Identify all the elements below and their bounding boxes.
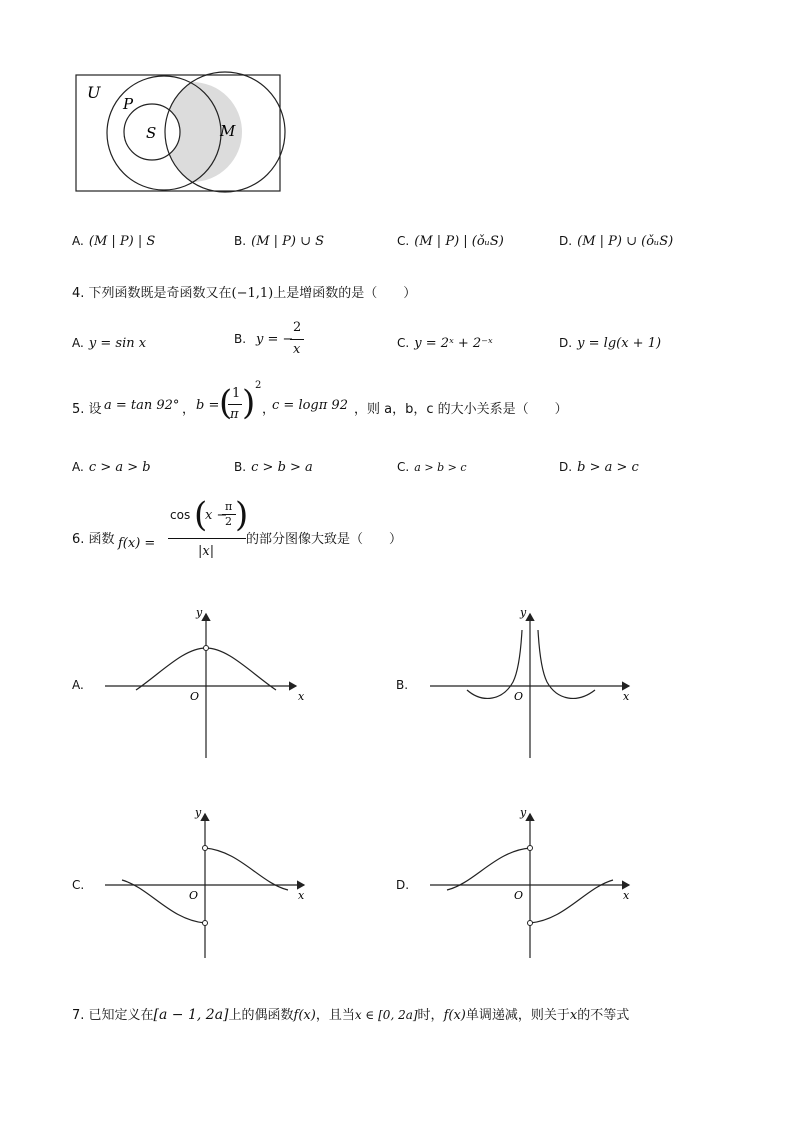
graph-d[interactable]: [425, 808, 645, 963]
graph-c-open-point-top: [203, 846, 208, 851]
graph-a[interactable]: [100, 608, 320, 763]
q3-options: [72, 230, 772, 250]
graph-a-origin: O: [190, 690, 200, 703]
q4-b-fraction-bar: [290, 339, 304, 340]
graph-d-open-point-top: [528, 846, 533, 851]
graph-b[interactable]: [425, 608, 645, 763]
q4-options: A. y = sin x B. y = − 2 x C. y = 2ˣ + 2⁻ˣ D. y = lg(x + 1): [72, 320, 662, 357]
graph-a-x-label: x: [298, 690, 305, 703]
label-m: M: [220, 122, 236, 140]
graph-b-right-curve: [538, 630, 595, 698]
q4-option-d[interactable]: D. y = lg(x + 1): [559, 336, 662, 351]
q4-option-a[interactable]: A. y = sin x: [72, 336, 147, 351]
q5-option-d[interactable]: D. b > a > c: [559, 460, 639, 475]
graph-d-origin: O: [514, 889, 524, 902]
q3-option-b[interactable]: B. (M | P) ∪ S: [234, 234, 325, 249]
graph-b-label: B.: [396, 678, 409, 692]
graph-a-label: A.: [72, 678, 84, 692]
q6-right-paren: ): [235, 495, 249, 535]
graph-d-left-curve: [447, 848, 530, 890]
graph-c-label: C.: [72, 878, 85, 892]
graph-d-y-label: y: [520, 808, 527, 819]
label-p: P: [123, 95, 134, 113]
q6-fraction-bar: [168, 538, 246, 539]
graph-b-origin: O: [514, 690, 524, 703]
q4-stem: 4. 下列函数既是奇函数又在(−1,1)上是增函数的是（ ）: [72, 286, 417, 301]
graph-a-open-point: [204, 646, 209, 651]
q5-options: [72, 456, 772, 476]
q6-left-paren: (: [194, 495, 208, 535]
q5-option-a[interactable]: A. c > a > b: [72, 460, 151, 475]
q7-stem: 7. 已知定义在[a − 1, 2a]上的偶函数f(x)，且当x ∈ [0, 2a]时，f(x)单调递减，则关于x的不等式: [72, 1007, 630, 1023]
graph-c-y-label: y: [195, 808, 202, 819]
q3-option-d[interactable]: D. (M | P) ∪ (ǒᵤS): [559, 234, 674, 249]
q3-option-c[interactable]: C. (M | P) | (ǒᵤS): [397, 234, 504, 249]
q5-fraction-bar: [228, 404, 242, 405]
graph-d-label: D.: [396, 878, 410, 892]
q5-left-paren: (: [219, 383, 233, 423]
label-u: U: [87, 83, 101, 102]
graph-b-y-label: y: [520, 608, 527, 619]
q5-option-b[interactable]: B. c > b > a: [234, 460, 313, 475]
graph-c-origin: O: [189, 889, 199, 902]
graph-d-open-point-bottom: [528, 921, 533, 926]
graph-d-x-label: x: [623, 889, 630, 902]
label-s: S: [146, 124, 157, 142]
graph-b-x-label: x: [623, 690, 630, 703]
q4-option-c[interactable]: C. y = 2ˣ + 2⁻ˣ: [397, 336, 493, 351]
graph-c-x-label: x: [298, 889, 305, 902]
q6-stem: 6. 函数 f(x) = cos ( x − π 2 ) |x| 的部分图像大致是（ ）: [72, 495, 403, 559]
venn-diagram: [70, 70, 290, 198]
graph-c[interactable]: [100, 808, 320, 963]
graph-b-left-curve: [467, 630, 522, 698]
graph-c-open-point-bottom: [203, 921, 208, 926]
q5-stem: 5. 设 a = tan 92° ， b = ( 1 π ) 2 ， c = logπ 92 ，则 a，b，c 的大小关系是（ ）: [72, 380, 568, 423]
graph-a-y-label: y: [196, 608, 203, 619]
q5-option-c[interactable]: C. a > b > c: [397, 460, 467, 474]
graph-c-right-curve: [205, 848, 288, 890]
graph-d-right-curve: [530, 880, 613, 923]
q5-right-paren: ): [242, 383, 256, 423]
q3-option-a[interactable]: A. (M | P) | S: [72, 234, 156, 249]
